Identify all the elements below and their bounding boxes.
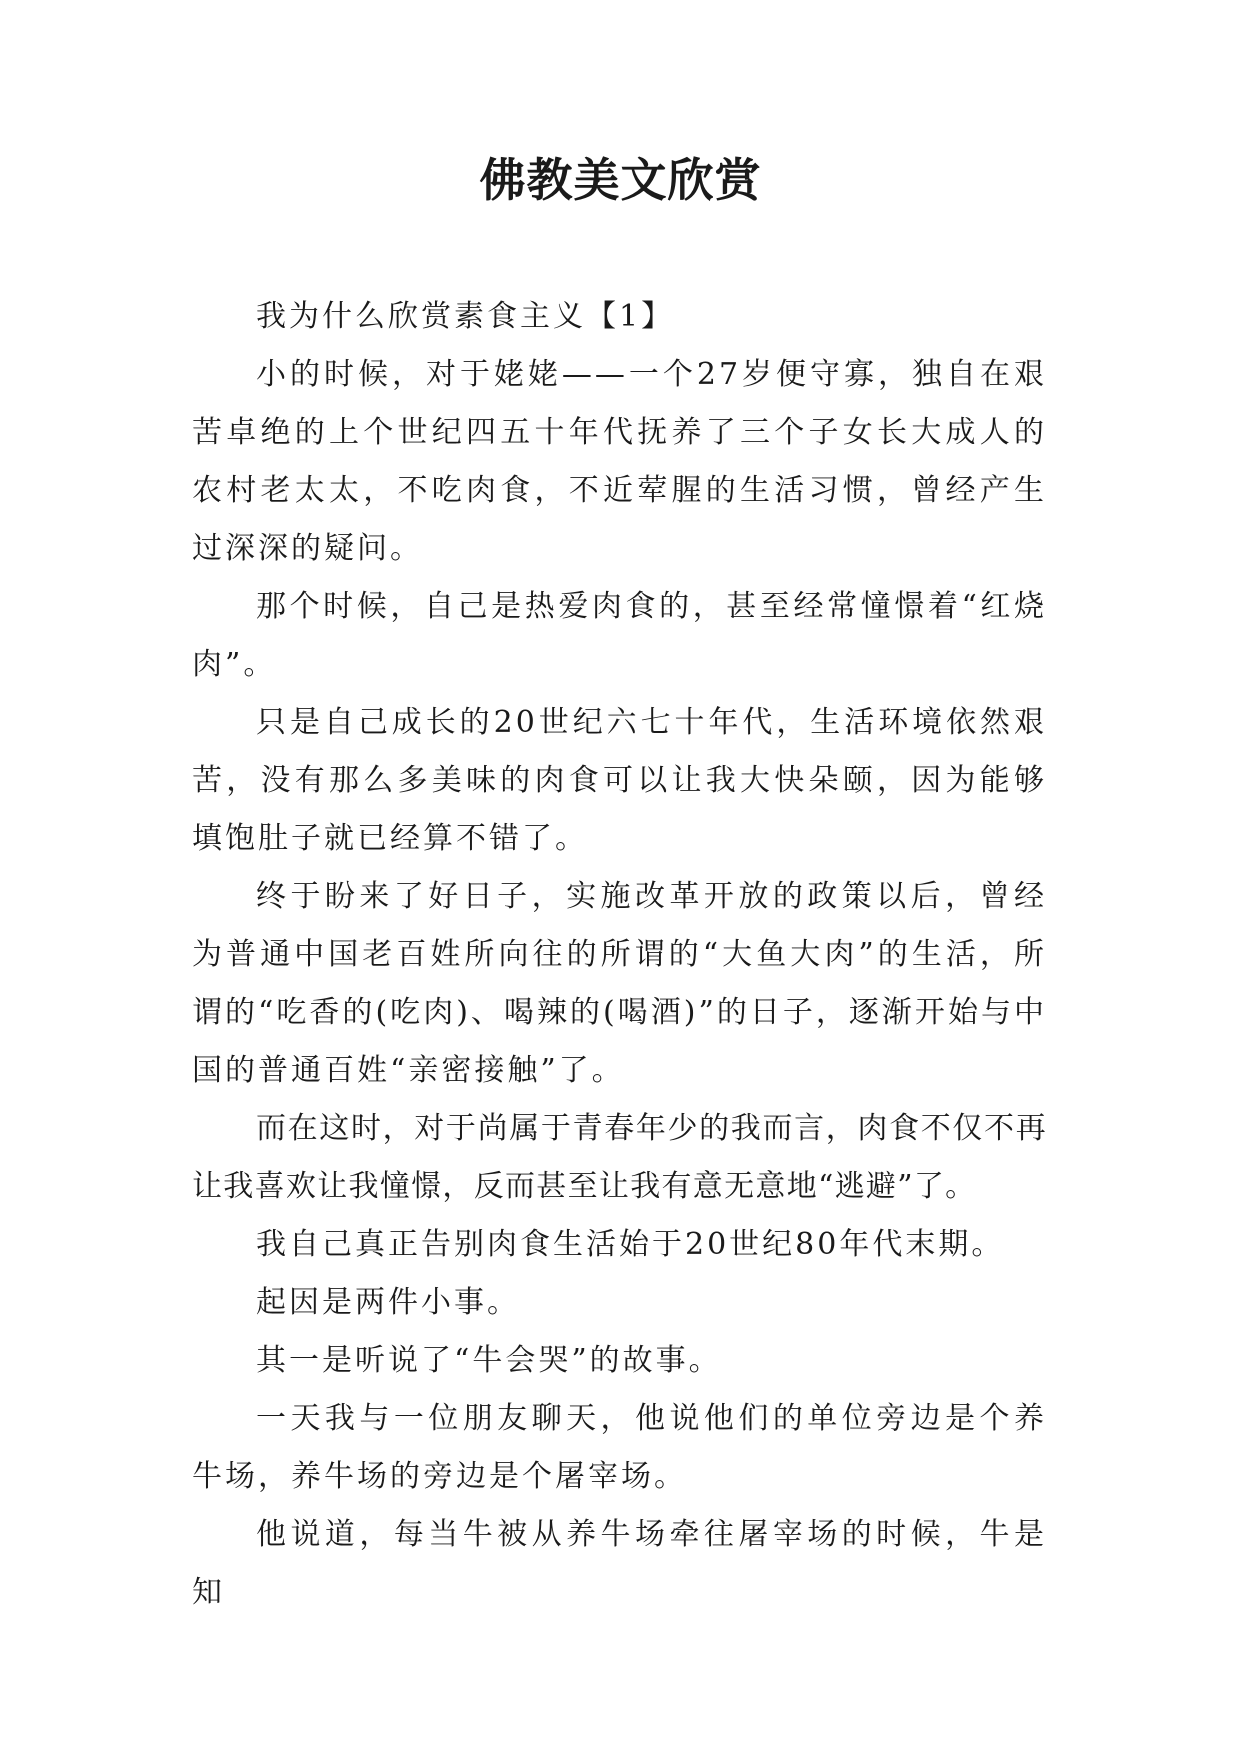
- paragraph-heading: 我为什么欣赏素食主义【1】: [256, 299, 675, 334]
- paragraph: 那个时候，自己是热爱肉食的，甚至经常憧憬着“红烧肉”。: [192, 589, 1047, 682]
- paragraph: 他说道，每当牛被从养牛场牵往屠宰场的时候，牛是知: [192, 1517, 1047, 1610]
- paragraph: 小的时候，对于姥姥——一个27岁便守寡，独自在艰苦卓绝的上个世纪四五十年代抚养了三个子女长大成人的农村老太太，不吃肉食，不近荤腥的生活习惯，曾经产生过深深的疑问。: [192, 357, 1047, 566]
- paragraph: 其一是听说了“牛会哭”的故事。: [256, 1343, 722, 1378]
- document-body: [192, 288, 1047, 1622]
- paragraph: 而在这时，对于尚属于青春年少的我而言，肉食不仅不再让我喜欢让我憧憬，反而甚至让我有意无意地“逃避”了。: [192, 1111, 1047, 1204]
- paragraph: 只是自己成长的20世纪六七十年代，生活环境依然艰苦，没有那么多美味的肉食可以让我大快朵颐，因为能够填饱肚子就已经算不错了。: [192, 705, 1047, 856]
- paragraph: 我自己真正告别肉食生活始于20世纪80年代末期。: [256, 1227, 1005, 1262]
- paragraph: 一天我与一位朋友聊天，他说他们的单位旁边是个养牛场，养牛场的旁边是个屠宰场。: [192, 1401, 1047, 1494]
- paragraph: 终于盼来了好日子，实施改革开放的政策以后，曾经为普通中国老百姓所向往的所谓的“大鱼大肉”的生活，所谓的“吃香的(吃肉)、喝辣的(喝酒)”的日子，逐渐开始与中国的普通百姓“亲密接触”了。: [192, 879, 1047, 1088]
- paragraph: 起因是两件小事。: [256, 1285, 520, 1320]
- document-title: 佛教美文欣赏: [479, 153, 762, 207]
